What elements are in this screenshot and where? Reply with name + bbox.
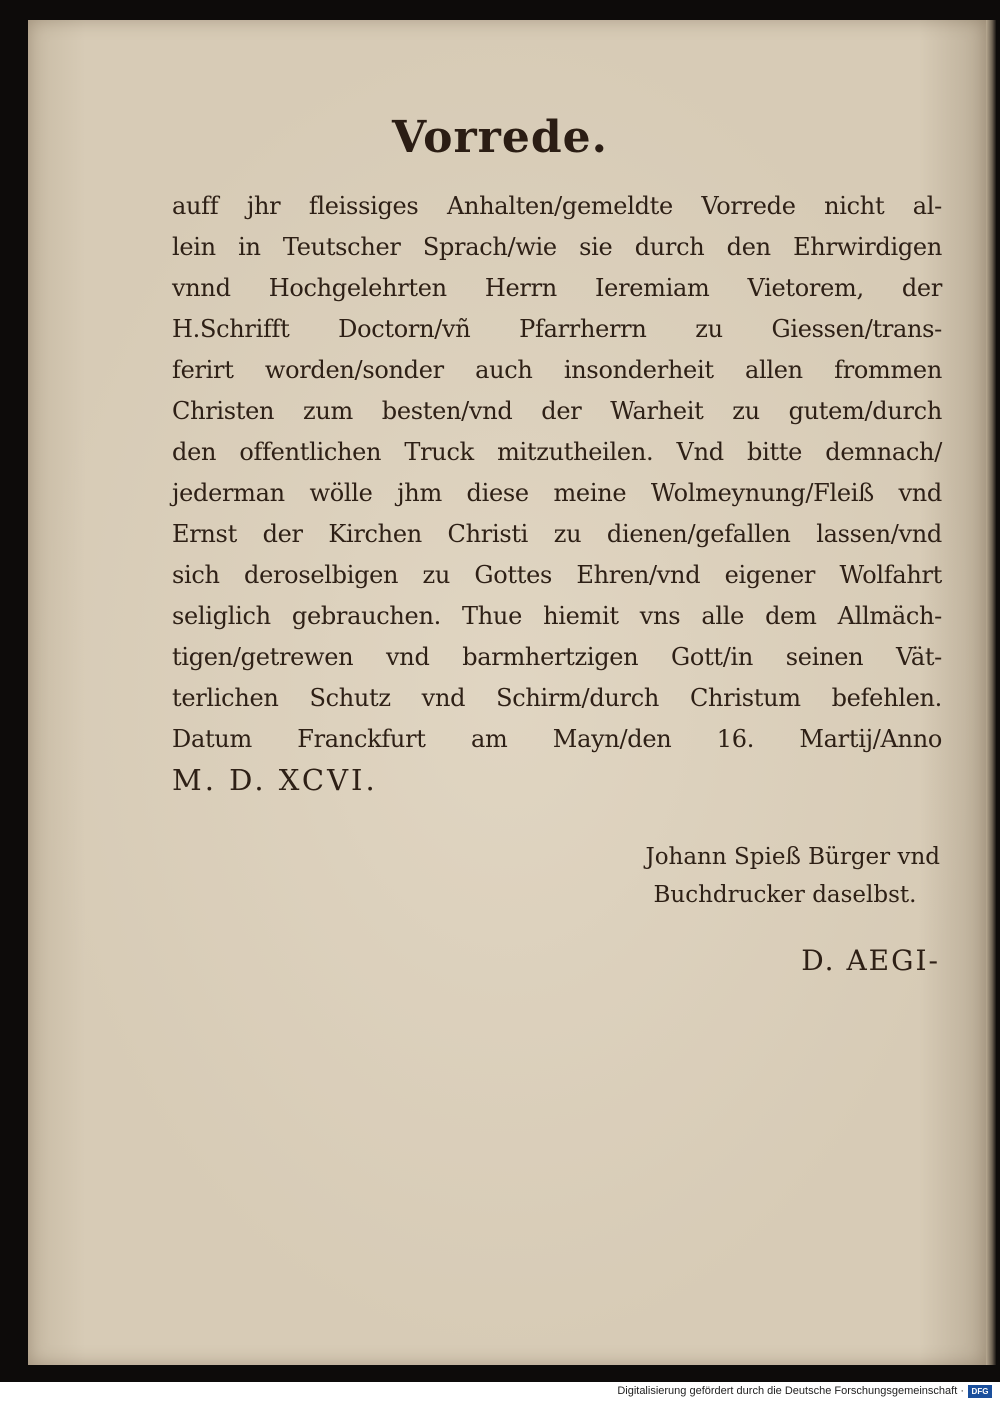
text-line: Ernst der Kirchen Christi zu dienen/gefallen lassen/vnd	[172, 520, 942, 548]
text-line: tigen/getrewen vnd barmhertzigen Gott/in seinen Vät-	[172, 643, 942, 671]
catchword: D. AEGI-	[801, 944, 940, 977]
text-line: terlichen Schutz vnd Schirm/durch Christum befehlen.	[172, 684, 942, 712]
text-line: H.Schrifft Doctorn/vñ Pfarrherrn zu Giessen/trans-	[172, 315, 942, 343]
text-line: lein in Teutscher Sprach/wie sie durch den Ehrwirdigen	[172, 233, 942, 261]
running-head: Vorrede.	[392, 112, 608, 163]
text-line: den offentlichen Truck mitzutheilen. Vnd bitte demnach/	[172, 438, 942, 466]
text-line: auff jhr fleissiges Anhalten/gemeldte Vorrede nicht al-	[172, 192, 942, 220]
text-line: ferirt worden/sonder auch insonderheit allen frommen	[172, 356, 942, 384]
text-line: Christen zum besten/vnd der Warheit zu gutem/durch	[172, 397, 942, 425]
signature-line-2: Buchdrucker daselbst.	[653, 882, 917, 908]
text-line: seliglich gebrauchen. Thue hiemit vns alle dem Allmäch-	[172, 602, 942, 630]
signature-line-1: Johann Spieß Bürger vnd	[645, 844, 940, 870]
dfg-logo-icon: DFG	[968, 1385, 992, 1398]
page-edge	[986, 20, 996, 1365]
text-line: sich deroselbigen zu Gottes Ehren/vnd eigener Wolfahrt	[172, 561, 942, 589]
body-text	[172, 186, 942, 801]
text-line: jederman wölle jhm diese meine Wolmeynung/Fleiß vnd	[172, 479, 942, 507]
funding-credit: Digitalisierung gefördert durch die Deutsche Forschungsgemeinschaft ·	[617, 1385, 964, 1397]
printer-signature	[560, 838, 940, 914]
text-line: Datum Franckfurt am Mayn/den 16. Martij/Anno	[172, 725, 942, 753]
text-line: vnnd Hochgelehrten Herrn Ieremiam Vietorem, der	[172, 274, 942, 302]
date-line: M. D. XCVI.	[172, 763, 378, 797]
